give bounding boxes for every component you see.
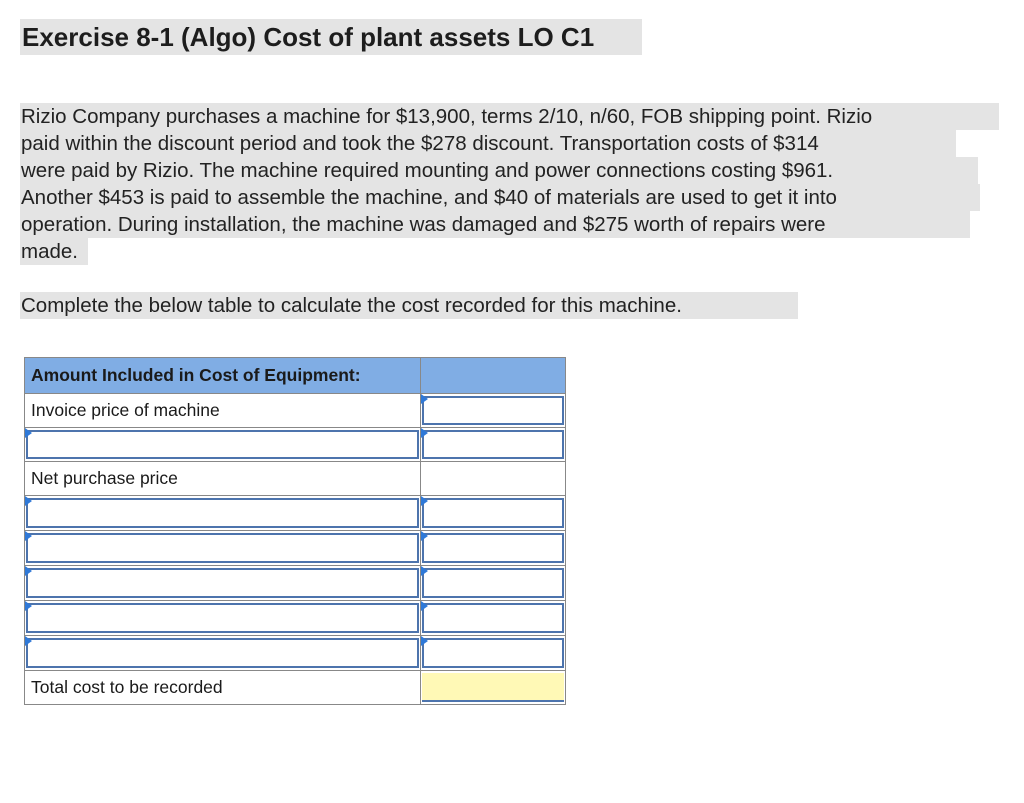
net-purchase-amount-cell bbox=[421, 462, 566, 496]
cost-item-amount-input-4[interactable] bbox=[422, 603, 564, 633]
input-marker-icon bbox=[421, 496, 428, 506]
problem-text-line-3: were paid by Rizio. The machine required mounting and power connections costing $961. bbox=[20, 157, 978, 184]
input-marker-icon bbox=[25, 601, 32, 611]
invoice-amount-cell bbox=[421, 394, 566, 428]
input-marker-icon bbox=[421, 531, 428, 541]
cost-item-label-cell bbox=[25, 636, 421, 671]
table-header-label: Amount Included in Cost of Equipment: bbox=[25, 358, 421, 394]
input-marker-icon bbox=[25, 428, 32, 438]
cost-item-row-1 bbox=[25, 496, 566, 531]
total-cost-output bbox=[422, 673, 564, 702]
problem-text-line-4: Another $453 is paid to assemble the machine, and $40 of materials are used to get it into bbox=[20, 184, 980, 211]
cost-item-amount-input-3[interactable] bbox=[422, 568, 564, 598]
discount-label-input[interactable] bbox=[26, 430, 419, 459]
cost-item-amount-cell bbox=[421, 566, 566, 601]
cost-item-row-4 bbox=[25, 601, 566, 636]
cost-item-row-3 bbox=[25, 566, 566, 601]
net-purchase-label: Net purchase price bbox=[25, 462, 421, 496]
problem-text-line-6: made. bbox=[20, 238, 88, 265]
input-marker-icon bbox=[421, 428, 428, 438]
cost-item-amount-cell bbox=[421, 496, 566, 531]
cost-item-label-input-3[interactable] bbox=[26, 568, 419, 598]
total-cost-cell bbox=[421, 671, 566, 705]
net-purchase-row bbox=[25, 462, 566, 496]
instruction-text: Complete the below table to calculate the cost recorded for this machine. bbox=[20, 292, 798, 319]
cost-item-amount-input-5[interactable] bbox=[422, 638, 564, 668]
discount-amount-cell bbox=[421, 428, 566, 462]
cost-item-row-2 bbox=[25, 531, 566, 566]
problem-text-line-1: Rizio Company purchases a machine for $13,900, terms 2/10, n/60, FOB shipping point. Rizio bbox=[20, 103, 999, 130]
input-marker-icon bbox=[25, 531, 32, 541]
cost-item-label-cell bbox=[25, 601, 421, 636]
cost-item-label-input-4[interactable] bbox=[26, 603, 419, 633]
input-marker-icon bbox=[421, 636, 428, 646]
cost-item-label-input-2[interactable] bbox=[26, 533, 419, 563]
table-header-amount-cell bbox=[421, 358, 566, 394]
cost-item-amount-cell bbox=[421, 636, 566, 671]
cost-item-label-cell bbox=[25, 496, 421, 531]
input-marker-icon bbox=[421, 394, 428, 404]
input-marker-icon bbox=[25, 566, 32, 576]
cost-item-label-cell bbox=[25, 531, 421, 566]
exercise-title: Exercise 8-1 (Algo) Cost of plant assets LO C1 bbox=[20, 19, 642, 55]
invoice-amount-input[interactable] bbox=[422, 396, 564, 425]
cost-item-amount-input-1[interactable] bbox=[422, 498, 564, 528]
input-marker-icon bbox=[421, 566, 428, 576]
discount-label-cell bbox=[25, 428, 421, 462]
problem-text-line-2: paid within the discount period and took the $278 discount. Transportation costs of $314 bbox=[20, 130, 956, 157]
cost-item-amount-cell bbox=[421, 531, 566, 566]
discount-row bbox=[25, 428, 566, 462]
total-cost-label: Total cost to be recorded bbox=[25, 671, 421, 705]
cost-item-row-5 bbox=[25, 636, 566, 671]
input-marker-icon bbox=[25, 636, 32, 646]
cost-item-label-input-1[interactable] bbox=[26, 498, 419, 528]
total-row bbox=[25, 671, 566, 705]
cost-item-label-input-5[interactable] bbox=[26, 638, 419, 668]
input-marker-icon bbox=[25, 496, 32, 506]
invoice-price-label: Invoice price of machine bbox=[25, 394, 421, 428]
invoice-row bbox=[25, 394, 566, 428]
cost-item-amount-input-2[interactable] bbox=[422, 533, 564, 563]
cost-item-label-cell bbox=[25, 566, 421, 601]
cost-item-amount-cell bbox=[421, 601, 566, 636]
discount-amount-input[interactable] bbox=[422, 430, 564, 459]
problem-text-line-5: operation. During installation, the machine was damaged and $275 worth of repairs were bbox=[20, 211, 970, 238]
table-header-row bbox=[25, 358, 566, 394]
cost-table bbox=[24, 357, 566, 705]
input-marker-icon bbox=[421, 601, 428, 611]
